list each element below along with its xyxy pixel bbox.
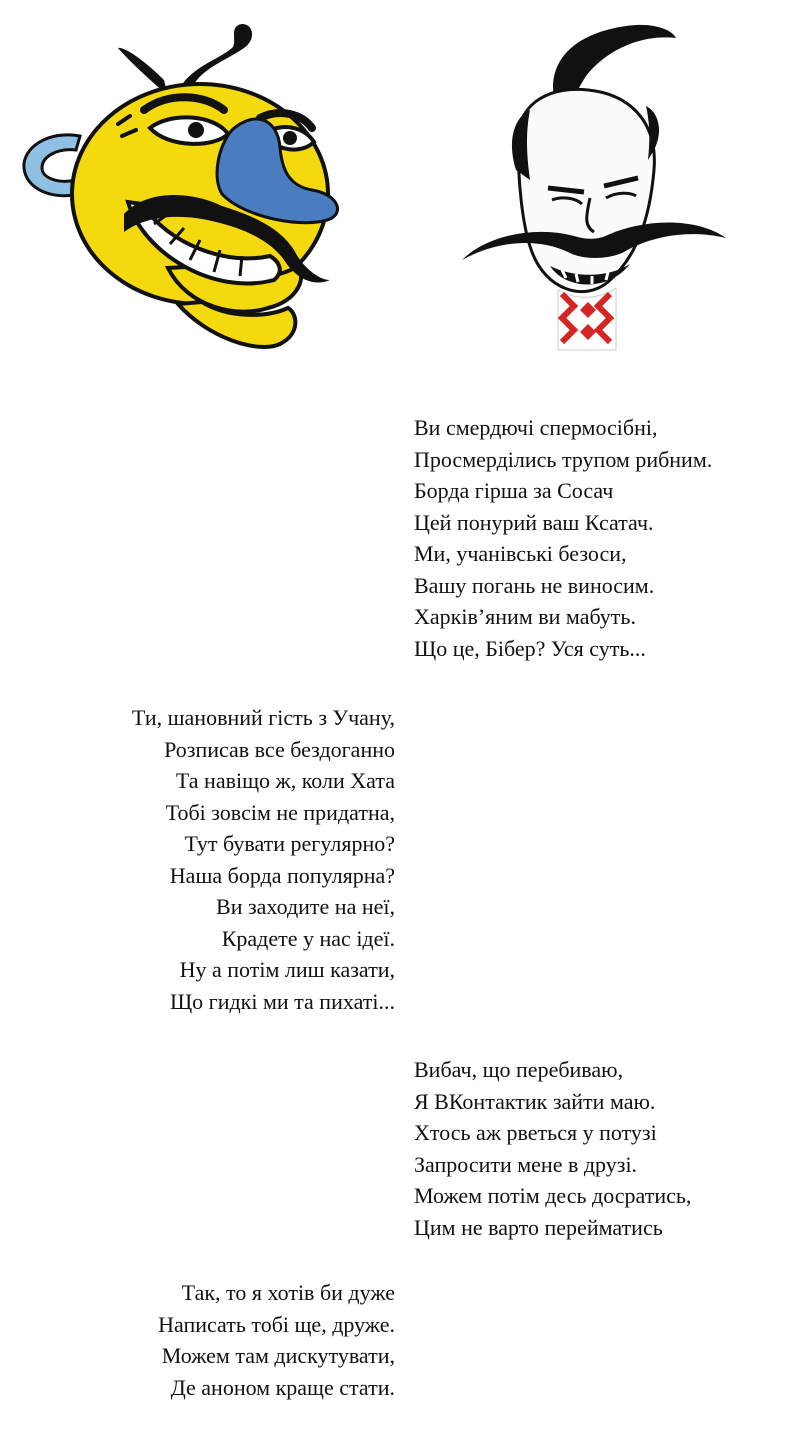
verse-line: Ну а потім лиш казати,: [179, 957, 395, 982]
verse-line: Де аноном краще стати.: [170, 1374, 395, 1400]
verse-line: Ти, шановний гість з Учану,: [131, 705, 395, 730]
stanza-4: [158, 1277, 395, 1403]
verse-line: Наша борда популярна?: [169, 862, 395, 888]
verse-line: Борда гірша за Сосач: [414, 478, 614, 503]
ink-cossack-face-with-embroidered-collar-icon: [458, 20, 728, 360]
verse-line: Харків’яним ви мабуть.: [414, 604, 636, 629]
verse-line: Розписав все бездоганно: [164, 736, 395, 762]
verse-line: Крадете у нас ідеї.: [221, 925, 395, 951]
grinning-yellow-cossack-face-icon: [18, 18, 348, 358]
verse-line: Можем потім десь досратись,: [414, 1183, 692, 1208]
verse-line: Я ВКонтактик зайти маю.: [414, 1088, 656, 1114]
verse-line: Просмерділись трупом рибним.: [414, 446, 713, 472]
verse-line: Тут бувати регулярно?: [184, 831, 395, 856]
verse-line: Можем там дискутувати,: [161, 1343, 395, 1368]
verse-line: Ми, учанівські безоси,: [414, 541, 627, 566]
verse-line: Вашу погань не виносим.: [414, 572, 655, 598]
verse-line: Запросити мене в друзі.: [414, 1151, 638, 1177]
verse-line: Написать тобі ще, друже.: [158, 1311, 395, 1337]
verse-line: Хтось аж рветься у потузі: [414, 1120, 657, 1145]
verse-line: Та навіщо ж, коли Хата: [175, 768, 395, 793]
stanza-1: [414, 412, 712, 664]
verse-line: Цим не варто перейматись: [414, 1214, 663, 1240]
verse-line: Ви смердючі спермосібні,: [414, 415, 658, 440]
verse-line: Що це, Бібер? Уся суть...: [414, 635, 646, 661]
verse-line: Ви заходите на неї,: [216, 894, 395, 919]
verse-line: Так, то я хотів би дуже: [181, 1280, 395, 1305]
verse-line: Цей понурий ваш Ксатач.: [414, 509, 654, 535]
verse-line: Що гидкі ми та пихаті...: [169, 988, 395, 1014]
stanza-2: [132, 702, 395, 1017]
verse-line: Тобі зовсім не придатна,: [165, 799, 395, 825]
verse-line: Вибач, що перебиваю,: [414, 1057, 624, 1082]
stanza-3: [414, 1054, 691, 1243]
